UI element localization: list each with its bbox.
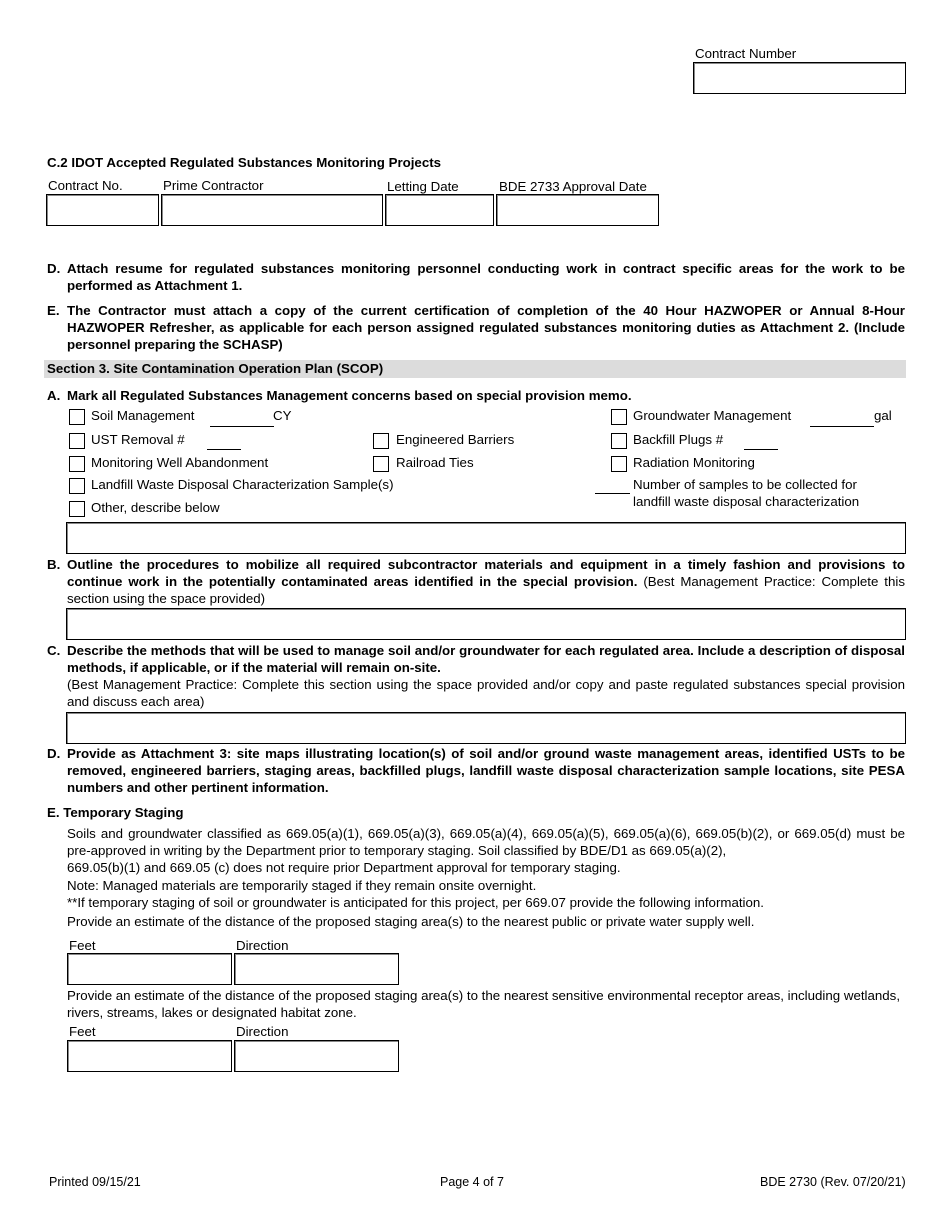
groundwater-gal-field[interactable] — [810, 426, 874, 427]
c2-contract-no-input[interactable] — [46, 194, 159, 226]
item-d: D. Attach resume for regulated substances monitoring personnel conducting work in contract specific areas for the work to be performed as Attachment 1. — [47, 261, 905, 293]
contract-number-label: Contract Number — [695, 46, 797, 61]
radiation-monitoring-checkbox[interactable] — [611, 456, 627, 472]
section3-e-note2: **If temporary staging of soil or groundwater is anticipated for this project, per 669.07 provide the following information. — [67, 895, 764, 910]
c2-col-contract-no: Contract No. — [48, 178, 123, 193]
c2-col-letting-date: Letting Date — [387, 179, 459, 194]
section3-e-note: Note: Managed materials are temporarily staged if they remain onsite overnight. — [67, 878, 537, 893]
section3-a: A. Mark all Regulated Substances Management concerns based on special provision memo. — [47, 388, 632, 403]
section3-b-input[interactable] — [66, 608, 906, 640]
q1-feet-label: Feet — [69, 938, 96, 953]
footer-printed-date: Printed 09/15/21 — [49, 1175, 141, 1189]
soil-cy-field[interactable] — [210, 426, 274, 427]
section3-b: B. Outline the procedures to mobilize all required subcontractor materials and equipment in a timely fashion and provisions to continue work in the potentially contaminated areas identified in the special provision. (Best Management Practice: Complete this section using the space provided) — [47, 557, 906, 606]
c2-bde-approval-input[interactable] — [496, 194, 659, 226]
c2-prime-contractor-input[interactable] — [161, 194, 383, 226]
item-e: E. The Contractor must attach a copy of the current certification of completion of the 40 Hour HAZWOPER or Annual 8-Hour HAZWOPER Refresher, as applicable for each person assigned regulated substances monitoring duties as Attachment 2. (Include personnel preparing the SCHASP) — [47, 303, 905, 352]
samples-count-field[interactable] — [595, 493, 630, 494]
section3-c-input[interactable] — [66, 712, 906, 744]
section3-e-p1: Soils and groundwater classified as 669.05(a)(1), 669.05(a)(3), 669.05(a)(4), 669.05(a)(5), 669.05(a)(6), 669.05(b)(2), or 669.05(d) must be pre-approved in writing by the Department prior to temporary staging. Soil classified by BDE/D1 as 669.05(a)(2), — [67, 826, 905, 858]
ust-count-field[interactable] — [207, 449, 241, 450]
q2-feet-input[interactable] — [67, 1040, 232, 1072]
railroad-ties-label: Railroad Ties — [396, 455, 474, 470]
backfill-plugs-label: Backfill Plugs # — [633, 432, 724, 447]
soil-management-checkbox[interactable] — [69, 409, 85, 425]
contract-number-input[interactable] — [693, 62, 906, 94]
section3-c: C. Describe the methods that will be used to manage soil and/or groundwater for each regulated area. Include a description of disposal methods, if applicable, or if the material will remain on-site. (Best Management Practice: Complete this section using the space provided and/or copy and paste regulated substances special provision and discuss each area) — [47, 643, 905, 709]
ust-removal-label: UST Removal # — [91, 432, 185, 447]
footer-page-number: Page 4 of 7 — [440, 1175, 504, 1189]
other-description-input[interactable] — [66, 522, 906, 554]
section3-d: D. Provide as Attachment 3: site maps illustrating location(s) of soil and/or ground waste management areas, identified USTs to be removed, engineered barriers, staging areas, backfilled plugs, landfill waste disposal characterization sample locations, site PESA numbers and other pertinent information. — [47, 746, 905, 795]
radiation-monitoring-label: Radiation Monitoring — [633, 455, 755, 470]
c2-title: C.2 IDOT Accepted Regulated Substances Monitoring Projects — [47, 155, 442, 170]
q2-direction-input[interactable] — [234, 1040, 399, 1072]
soil-management-label: Soil Management — [91, 408, 195, 423]
monitoring-well-checkbox[interactable] — [69, 456, 85, 472]
c2-col-bde-approval: BDE 2733 Approval Date — [499, 179, 647, 194]
other-label: Other, describe below — [91, 500, 220, 515]
q2-feet-label: Feet — [69, 1024, 96, 1039]
backfill-plugs-checkbox[interactable] — [611, 433, 627, 449]
groundwater-management-checkbox[interactable] — [611, 409, 627, 425]
samples-label-line2: landfill waste disposal characterization — [633, 494, 860, 509]
c2-letting-date-input[interactable] — [385, 194, 494, 226]
q1-direction-input[interactable] — [234, 953, 399, 985]
c2-col-prime-contractor: Prime Contractor — [163, 178, 264, 193]
section3-e-q1: Provide an estimate of the distance of the proposed staging area(s) to the nearest public or private water supply well. — [67, 914, 755, 929]
samples-label-line1: Number of samples to be collected for — [633, 477, 857, 492]
backfill-plugs-count-field[interactable] — [744, 449, 778, 450]
other-checkbox[interactable] — [69, 501, 85, 517]
section3-title: Section 3. Site Contamination Operation Plan (SCOP) — [47, 361, 384, 376]
railroad-ties-checkbox[interactable] — [373, 456, 389, 472]
engineered-barriers-checkbox[interactable] — [373, 433, 389, 449]
monitoring-well-label: Monitoring Well Abandonment — [91, 455, 269, 470]
groundwater-gal-unit: gal — [874, 408, 892, 423]
section3-e-title: E. Temporary Staging — [47, 805, 184, 820]
landfill-waste-checkbox[interactable] — [69, 478, 85, 494]
ust-removal-checkbox[interactable] — [69, 433, 85, 449]
q2-direction-label: Direction — [236, 1024, 289, 1039]
groundwater-management-label: Groundwater Management — [633, 408, 792, 423]
section3-header — [44, 360, 906, 378]
footer-form-number: BDE 2730 (Rev. 07/20/21) — [760, 1175, 906, 1189]
landfill-waste-label: Landfill Waste Disposal Characterization Sample(s) — [91, 477, 394, 492]
section3-e-p1b: 669.05(b)(1) and 669.05 (c) does not require prior Department approval for temporary staging. — [67, 860, 621, 875]
engineered-barriers-label: Engineered Barriers — [396, 432, 515, 447]
q1-direction-label: Direction — [236, 938, 289, 953]
q1-feet-input[interactable] — [67, 953, 232, 985]
soil-cy-unit: CY — [273, 408, 292, 423]
section3-e-q2: Provide an estimate of the distance of the proposed staging area(s) to the nearest sensitive environmental receptor areas, including wetlands, rivers, streams, lakes or designated habitat zone. — [67, 988, 901, 1020]
